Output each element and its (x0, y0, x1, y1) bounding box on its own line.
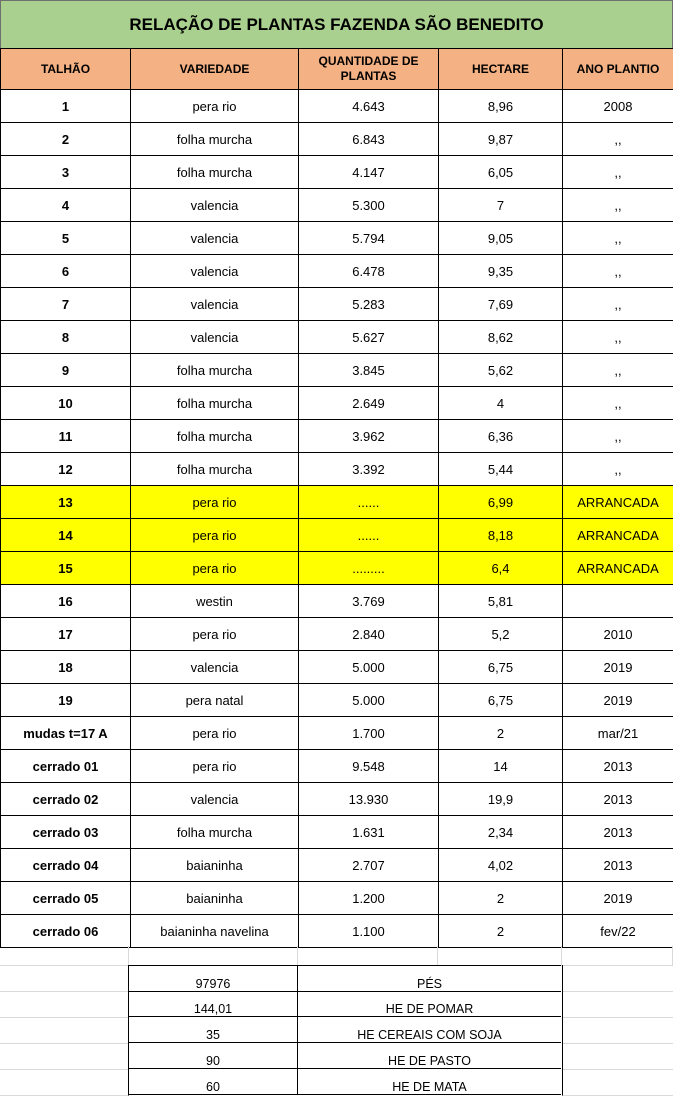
cell-variedade[interactable]: valencia (131, 222, 299, 255)
cell-ano[interactable]: ARRANCADA (563, 552, 673, 585)
cell-quantidade[interactable]: 5.300 (299, 189, 439, 222)
summary-table (0, 965, 673, 1095)
cell-variedade[interactable]: valencia (131, 255, 299, 288)
cell-ano[interactable]: 2013 (563, 750, 673, 783)
table-row (1, 816, 673, 849)
cell-talhao[interactable]: 6 (1, 255, 131, 288)
empty-cell (0, 965, 129, 992)
summary-value[interactable]: 90 (129, 1043, 298, 1069)
empty-cell (0, 1069, 129, 1096)
table-row (1, 552, 673, 585)
empty-cell (562, 1069, 673, 1096)
summary-label[interactable]: HE DE PASTO (298, 1043, 561, 1069)
cell-ano[interactable]: ,, (563, 255, 673, 288)
cell-variedade[interactable]: baianinha (131, 882, 299, 915)
cell-hectare[interactable]: 6,4 (439, 552, 563, 585)
cell-talhao[interactable]: 10 (1, 387, 131, 420)
cell-hectare[interactable]: 7 (439, 189, 563, 222)
cell-variedade[interactable]: pera rio (131, 90, 299, 123)
cell-ano[interactable]: ,, (563, 123, 673, 156)
cell-hectare[interactable]: 5,44 (439, 453, 563, 486)
table-row (1, 453, 673, 486)
table-row (1, 882, 673, 915)
cell-ano[interactable]: ,, (563, 354, 673, 387)
summary-row (0, 1069, 673, 1095)
cell-variedade[interactable]: pera rio (131, 618, 299, 651)
cell-talhao[interactable]: 13 (1, 486, 131, 519)
header-row (1, 49, 673, 90)
cell-variedade[interactable]: pera rio (131, 486, 299, 519)
cell-talhao[interactable]: 17 (1, 618, 131, 651)
cell-talhao[interactable]: mudas t=17 A (1, 717, 131, 750)
cell-variedade[interactable]: folha murcha (131, 354, 299, 387)
header-talhao[interactable]: TALHÃO (1, 49, 131, 90)
header-ano-plantio[interactable]: ANO PLANTIO (563, 49, 673, 90)
cell-talhao[interactable]: 2 (1, 123, 131, 156)
cell-variedade[interactable]: pera natal (131, 684, 299, 717)
cell-ano[interactable] (563, 585, 673, 618)
cell-talhao[interactable]: 7 (1, 288, 131, 321)
cell-hectare[interactable]: 5,81 (439, 585, 563, 618)
summary-value[interactable]: 144,01 (129, 991, 298, 1017)
table-row (1, 783, 673, 816)
cell-ano[interactable]: ,, (563, 189, 673, 222)
cell-ano[interactable]: 2019 (563, 651, 673, 684)
cell-talhao[interactable]: cerrado 03 (1, 816, 131, 849)
summary-row (0, 1017, 673, 1043)
cell-hectare[interactable]: 6,99 (439, 486, 563, 519)
cell-hectare[interactable]: 8,18 (439, 519, 563, 552)
cell-quantidade[interactable]: 3.392 (299, 453, 439, 486)
table-row (1, 420, 673, 453)
cell-variedade[interactable]: folha murcha (131, 453, 299, 486)
cell-talhao[interactable]: cerrado 02 (1, 783, 131, 816)
cell-quantidade[interactable]: 13.930 (299, 783, 439, 816)
cell-ano[interactable]: ARRANCADA (563, 486, 673, 519)
table-row (1, 618, 673, 651)
table-row (1, 486, 673, 519)
plants-table (0, 48, 673, 948)
cell-variedade[interactable]: pera rio (131, 750, 299, 783)
cell-quantidade[interactable]: 1.100 (299, 915, 439, 948)
empty-cell (562, 991, 673, 1018)
table-row (1, 717, 673, 750)
cell-talhao[interactable]: cerrado 05 (1, 882, 131, 915)
cell-ano[interactable]: ARRANCADA (563, 519, 673, 552)
summary-row (0, 965, 673, 991)
table-row (1, 255, 673, 288)
cell-hectare[interactable]: 2 (439, 915, 563, 948)
header-quantidade[interactable]: QUANTIDADE DE PLANTAS (299, 49, 439, 90)
cell-variedade[interactable]: folha murcha (131, 816, 299, 849)
cell-variedade[interactable]: valencia (131, 288, 299, 321)
cell-variedade[interactable]: valencia (131, 783, 299, 816)
cell-hectare[interactable]: 9,35 (439, 255, 563, 288)
empty-cell (0, 1043, 129, 1070)
cell-talhao[interactable]: 11 (1, 420, 131, 453)
cell-quantidade[interactable]: 5.283 (299, 288, 439, 321)
table-row (1, 123, 673, 156)
cell-talhao[interactable]: 16 (1, 585, 131, 618)
cell-ano[interactable]: mar/21 (563, 717, 673, 750)
cell-talhao[interactable]: 4 (1, 189, 131, 222)
cell-variedade[interactable]: baianinha (131, 849, 299, 882)
header-hectare[interactable]: HECTARE (439, 49, 563, 90)
summary-value[interactable]: 97976 (129, 965, 298, 992)
cell-variedade[interactable]: valencia (131, 321, 299, 354)
cell-quantidade[interactable]: 4.643 (299, 90, 439, 123)
cell-hectare[interactable]: 2,34 (439, 816, 563, 849)
cell-hectare[interactable]: 9,87 (439, 123, 563, 156)
table-row (1, 156, 673, 189)
empty-cell (0, 991, 129, 1018)
cell-ano[interactable]: 2013 (563, 849, 673, 882)
cell-talhao[interactable]: 3 (1, 156, 131, 189)
sheet-title[interactable]: RELAÇÃO DE PLANTAS FAZENDA SÃO BENEDITO (0, 0, 673, 49)
cell-variedade[interactable]: pera rio (131, 519, 299, 552)
table-row (1, 915, 673, 948)
cell-ano[interactable]: fev/22 (563, 915, 673, 948)
cell-quantidade[interactable]: 2.840 (299, 618, 439, 651)
cell-talhao[interactable]: 15 (1, 552, 131, 585)
empty-cell (562, 1017, 673, 1044)
cell-quantidade[interactable]: 1.200 (299, 882, 439, 915)
table-row (1, 189, 673, 222)
table-row (1, 222, 673, 255)
cell-hectare[interactable]: 2 (439, 882, 563, 915)
summary-label[interactable]: HE DE POMAR (298, 991, 561, 1017)
cell-hectare[interactable]: 4 (439, 387, 563, 420)
cell-quantidade[interactable]: ......... (299, 552, 439, 585)
cell-hectare[interactable]: 7,69 (439, 288, 563, 321)
cell-hectare[interactable]: 5,2 (439, 618, 563, 651)
cell-variedade[interactable]: folha murcha (131, 123, 299, 156)
summary-label[interactable]: HE DE MATA (298, 1069, 561, 1095)
cell-ano[interactable]: 2019 (563, 882, 673, 915)
cell-quantidade[interactable]: 5.627 (299, 321, 439, 354)
cell-variedade[interactable]: pera rio (131, 717, 299, 750)
empty-cell (562, 965, 673, 992)
cell-quantidade[interactable]: 6.478 (299, 255, 439, 288)
cell-variedade[interactable]: folha murcha (131, 420, 299, 453)
cell-talhao[interactable]: 14 (1, 519, 131, 552)
cell-ano[interactable]: ,, (563, 321, 673, 354)
cell-talhao[interactable]: cerrado 01 (1, 750, 131, 783)
summary-row (0, 1043, 673, 1069)
cell-quantidade[interactable]: 9.548 (299, 750, 439, 783)
cell-hectare[interactable]: 6,36 (439, 420, 563, 453)
cell-ano[interactable]: ,, (563, 453, 673, 486)
table-row (1, 684, 673, 717)
cell-hectare[interactable]: 4,02 (439, 849, 563, 882)
cell-talhao[interactable]: 12 (1, 453, 131, 486)
cell-talhao[interactable]: 8 (1, 321, 131, 354)
cell-variedade[interactable]: valencia (131, 189, 299, 222)
header-variedade[interactable]: VARIEDADE (131, 49, 299, 90)
cell-ano[interactable]: ,, (563, 288, 673, 321)
cell-variedade[interactable]: westin (131, 585, 299, 618)
cell-talhao[interactable]: 19 (1, 684, 131, 717)
empty-row (0, 946, 673, 965)
cell-talhao[interactable]: 18 (1, 651, 131, 684)
cell-talhao[interactable]: 5 (1, 222, 131, 255)
summary-value[interactable]: 60 (129, 1069, 298, 1095)
summary-value[interactable]: 35 (129, 1017, 298, 1043)
cell-quantidade[interactable]: 3.769 (299, 585, 439, 618)
cell-hectare[interactable]: 2 (439, 717, 563, 750)
cell-hectare[interactable]: 6,75 (439, 684, 563, 717)
cell-talhao[interactable]: 1 (1, 90, 131, 123)
cell-hectare[interactable]: 8,62 (439, 321, 563, 354)
cell-ano[interactable]: 2019 (563, 684, 673, 717)
cell-hectare[interactable]: 6,75 (439, 651, 563, 684)
cell-variedade[interactable]: folha murcha (131, 387, 299, 420)
cell-hectare[interactable]: 6,05 (439, 156, 563, 189)
cell-ano[interactable]: 2013 (563, 783, 673, 816)
empty-cell (562, 1043, 673, 1070)
cell-hectare[interactable]: 9,05 (439, 222, 563, 255)
cell-variedade[interactable]: pera rio (131, 552, 299, 585)
cell-ano[interactable]: 2008 (563, 90, 673, 123)
empty-cell (0, 1017, 129, 1044)
cell-quantidade[interactable]: 2.649 (299, 387, 439, 420)
cell-hectare[interactable]: 5,62 (439, 354, 563, 387)
cell-quantidade[interactable]: 1.700 (299, 717, 439, 750)
table-body (1, 90, 673, 948)
table-row (1, 585, 673, 618)
cell-hectare[interactable]: 8,96 (439, 90, 563, 123)
table-row (1, 750, 673, 783)
cell-quantidade[interactable]: 3.845 (299, 354, 439, 387)
table-row (1, 90, 673, 123)
cell-ano[interactable]: ,, (563, 222, 673, 255)
summary-row (0, 991, 673, 1017)
cell-variedade[interactable]: folha murcha (131, 156, 299, 189)
cell-quantidade[interactable]: 2.707 (299, 849, 439, 882)
table-row (1, 849, 673, 882)
cell-ano[interactable]: ,, (563, 387, 673, 420)
table-row (1, 321, 673, 354)
cell-hectare[interactable]: 19,9 (439, 783, 563, 816)
cell-talhao[interactable]: 9 (1, 354, 131, 387)
cell-quantidade[interactable]: 3.962 (299, 420, 439, 453)
cell-ano[interactable]: ,, (563, 420, 673, 453)
cell-quantidade[interactable]: 5.000 (299, 651, 439, 684)
summary-label[interactable]: HE CEREAIS COM SOJA (298, 1017, 561, 1043)
table-row (1, 387, 673, 420)
cell-quantidade[interactable]: 4.147 (299, 156, 439, 189)
table-row (1, 519, 673, 552)
cell-variedade[interactable]: baianinha navelina (131, 915, 299, 948)
table-row (1, 651, 673, 684)
cell-talhao[interactable]: cerrado 04 (1, 849, 131, 882)
cell-ano[interactable]: 2010 (563, 618, 673, 651)
cell-quantidade[interactable]: 5.794 (299, 222, 439, 255)
cell-quantidade[interactable]: 6.843 (299, 123, 439, 156)
cell-ano[interactable]: ,, (563, 156, 673, 189)
summary-label[interactable]: PÉS (298, 965, 561, 992)
cell-variedade[interactable]: valencia (131, 651, 299, 684)
cell-quantidade[interactable]: 5.000 (299, 684, 439, 717)
cell-quantidade[interactable]: ...... (299, 486, 439, 519)
cell-quantidade[interactable]: 1.631 (299, 816, 439, 849)
table-row (1, 354, 673, 387)
cell-ano[interactable]: 2013 (563, 816, 673, 849)
cell-talhao[interactable]: cerrado 06 (1, 915, 131, 948)
table-row (1, 288, 673, 321)
cell-quantidade[interactable]: ...... (299, 519, 439, 552)
cell-hectare[interactable]: 14 (439, 750, 563, 783)
